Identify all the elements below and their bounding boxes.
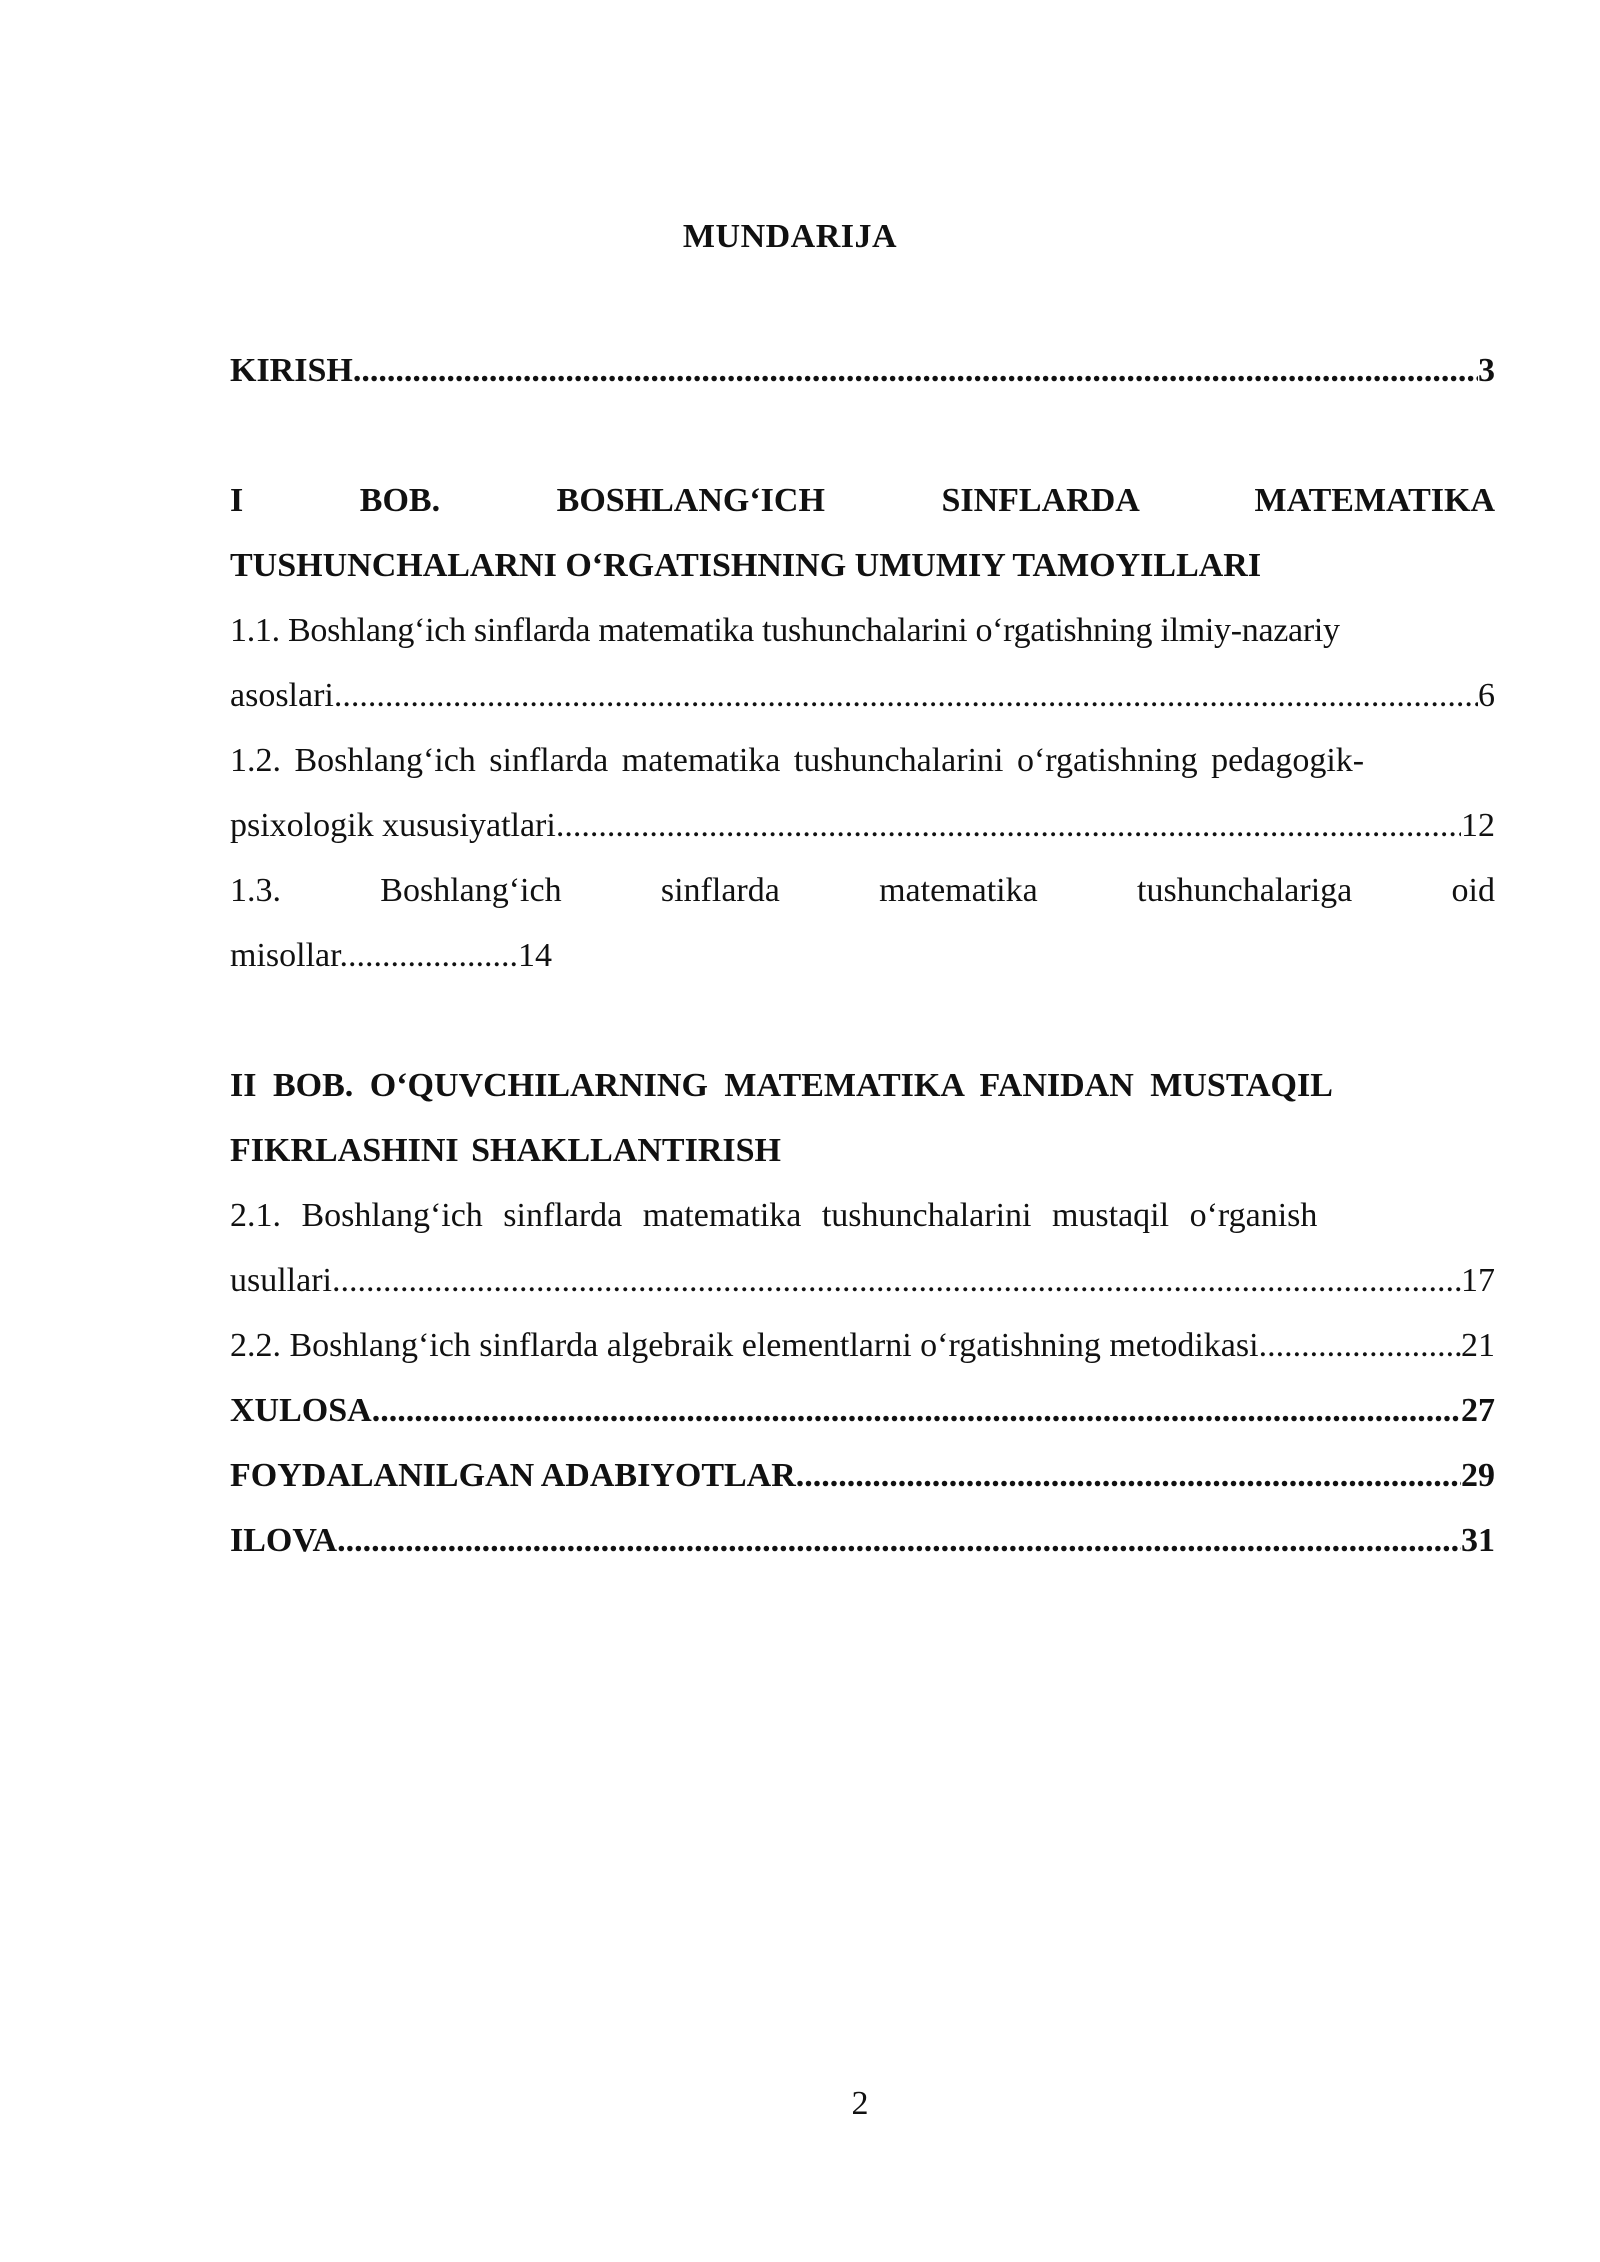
toc-page-number: 12 [1461, 807, 1495, 844]
toc-entry-label: KIRISH [230, 352, 353, 389]
section-word: tushunchalariga [1137, 872, 1353, 909]
section-word: 1.3. [230, 872, 281, 909]
heading-word: BOB. [359, 482, 441, 519]
toc-page-number: 3 [1478, 352, 1495, 389]
toc-entry-label: asoslari [230, 677, 334, 714]
toc-entry-label: 2.2. Boshlang‘ich sinflarda algebraik elementlarni o‘rgatishning metodikasi [230, 1327, 1259, 1364]
toc-page-number: 6 [1478, 677, 1495, 714]
section-1-3-line2: misollar.....................14 [230, 937, 553, 974]
page-title: MUNDARIJA [682, 218, 898, 255]
heading-word: SINFLARDA [941, 482, 1138, 519]
heading-word: MATEMATIKA [1254, 482, 1495, 519]
section-1-3-line1 [230, 858, 1495, 923]
toc-page-number: 27 [1461, 1392, 1495, 1429]
toc-entry-2-1 [230, 1248, 1495, 1313]
toc-entry-xulosa [230, 1378, 1495, 1443]
toc-entry-adabiyotlar [230, 1443, 1495, 1508]
dot-leader [1259, 1313, 1461, 1378]
chapter2-heading-line2: FIKRLASHINI SHAKLLANTIRISH [230, 1132, 781, 1169]
chapter1-heading-line1 [230, 468, 1495, 533]
toc-entry-kirish [230, 338, 1495, 403]
dot-leader [334, 663, 1478, 728]
chapter2-heading-line1: II BOB. O‘QUVCHILARNING MATEMATIKA FANIDAN MUSTAQIL [230, 1067, 1333, 1104]
section-1-1-line1: 1.1. Boshlang‘ich sinflarda matematika tushunchalarini o‘rgatishning ilmiy-nazariy [230, 612, 1340, 649]
toc-entry-label: FOYDALANILGAN ADABIYOTLAR [230, 1457, 796, 1494]
toc-entry-1-1 [230, 663, 1495, 728]
toc-entry-label: psixologik xususiyatlari [230, 807, 556, 844]
toc-page-number: 29 [1461, 1457, 1495, 1494]
toc-entry-1-2 [230, 793, 1495, 858]
toc-entry-ilova [230, 1508, 1495, 1573]
toc-page-number: 17 [1461, 1262, 1495, 1299]
section-word: Boshlang‘ich [380, 872, 562, 909]
dot-leader [332, 1248, 1461, 1313]
section-word: oid [1451, 872, 1495, 909]
section-word: matematika [879, 872, 1038, 909]
table-of-contents [230, 338, 1495, 1573]
chapter1-heading-line2: TUSHUNCHALARNI O‘RGATISHNING UMUMIY TAMOYILLARI [230, 547, 1262, 584]
toc-entry-label: XULOSA [230, 1392, 372, 1429]
heading-word: I [230, 482, 244, 519]
section-1-2-line1: 1.2. Boshlang‘ich sinflarda matematika tushunchalarini o‘rgatishning pedagogik- [230, 742, 1365, 779]
dot-leader [353, 338, 1478, 403]
toc-entry-label: usullari [230, 1262, 332, 1299]
dot-leader [337, 1508, 1461, 1573]
toc-page-number: 21 [1461, 1327, 1495, 1364]
dot-leader [372, 1378, 1461, 1443]
dot-leader [796, 1443, 1461, 1508]
toc-page-number: 31 [1461, 1522, 1495, 1559]
section-2-1-line1: 2.1. Boshlang‘ich sinflarda matematika tushunchalarini mustaqil o‘rganish [230, 1197, 1318, 1234]
section-word: sinflarda [660, 872, 780, 909]
toc-entry-label: ILOVA [230, 1522, 338, 1559]
page-number: 2 [851, 2085, 869, 2122]
toc-entry-2-2 [230, 1313, 1495, 1378]
heading-word: BOSHLANG‘ICH [556, 482, 825, 519]
dot-leader [556, 793, 1461, 858]
